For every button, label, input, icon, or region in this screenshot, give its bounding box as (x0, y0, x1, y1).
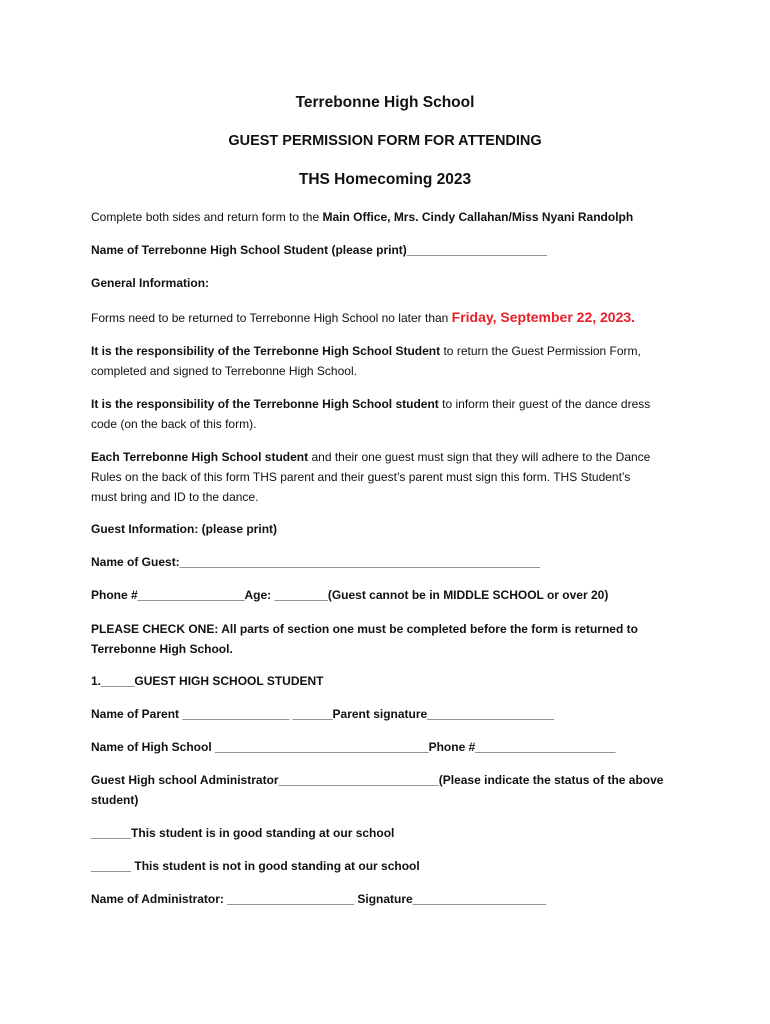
guest-info-heading: Guest Information: (please print) (91, 522, 278, 536)
form-title: GUEST PERMISSION FORM FOR ATTENDING (228, 133, 542, 149)
responsibility-3-line-3: must bring and ID to the dance. (91, 490, 259, 504)
check-one-line-2: Terrebonne High School. (91, 642, 233, 656)
responsibility-2-bold: It is the responsibility of the Terrebonne High School student (91, 397, 439, 411)
intro-line (91, 207, 681, 227)
intro-text: Complete both sides and return form to the (91, 210, 323, 224)
responsibility-2-rest: to inform their guest of the dance dress (438, 397, 651, 411)
general-info-heading: General Information: (91, 276, 210, 290)
responsibility-3-line-1 (91, 447, 681, 467)
school-title: Terrebonne High School (295, 94, 475, 111)
event-title: THS Homecoming 2023 (298, 171, 472, 188)
responsibility-2-line-2: code (on the back of this form). (91, 417, 257, 431)
responsibility-1-bold: It is the responsibility of the Terrebonne High School Student (91, 344, 441, 358)
deadline-text: Forms need to be returned to Terrebonne High School no later than (91, 311, 452, 325)
not-good-standing-option: ______ This student is not in good standing at our school (91, 859, 420, 873)
admin-name-signature-field: Name of Administrator: ___________________ Signature____________________ (91, 892, 547, 906)
responsibility-3-rest: and their one guest must sign that they will adhere to the Dance (308, 450, 651, 464)
responsibility-1-line-1 (91, 341, 681, 361)
responsibility-3-line-2: Rules on the back of this form THS parent and their guest’s parent must sign this form. THS Student’s (91, 470, 631, 484)
section-1-heading: 1._____GUEST HIGH SCHOOL STUDENT (91, 674, 324, 688)
student-name-field: Name of Terrebonne High School Student (please print)_____________________ (91, 243, 547, 257)
responsibility-3-bold: Each Terrebonne High School student (91, 450, 309, 464)
responsibility-1-rest: to return the Guest Permission Form, (440, 344, 641, 358)
responsibility-1-line-2: completed and signed to Terrebonne High School. (91, 364, 357, 378)
responsibility-2-line-1 (91, 394, 681, 414)
parent-field: Name of Parent ________________ ______Parent signature___________________ (91, 707, 555, 721)
high-school-field: Name of High School ________________________________Phone #_____________________ (91, 740, 616, 754)
check-one-line-1: PLEASE CHECK ONE: All parts of section one must be completed before the form is returned to (91, 622, 638, 636)
phone-age-field: Phone #________________Age: ________(Guest cannot be in MIDDLE SCHOOL or over 20) (91, 588, 609, 602)
administrator-line-1: Guest High school Administrator________________________(Please indicate the status of the above (91, 773, 664, 787)
intro-office: Main Office, Mrs. Cindy Callahan/Miss Nyani Randolph (322, 210, 634, 224)
administrator-line-2: student) (91, 793, 139, 807)
deadline-line (91, 307, 681, 328)
good-standing-option: ______This student is in good standing at our school (91, 826, 395, 840)
deadline-date: Friday, September 22, 2023. (451, 309, 636, 325)
guest-name-field: Name of Guest:______________________________________________________ (91, 555, 541, 569)
